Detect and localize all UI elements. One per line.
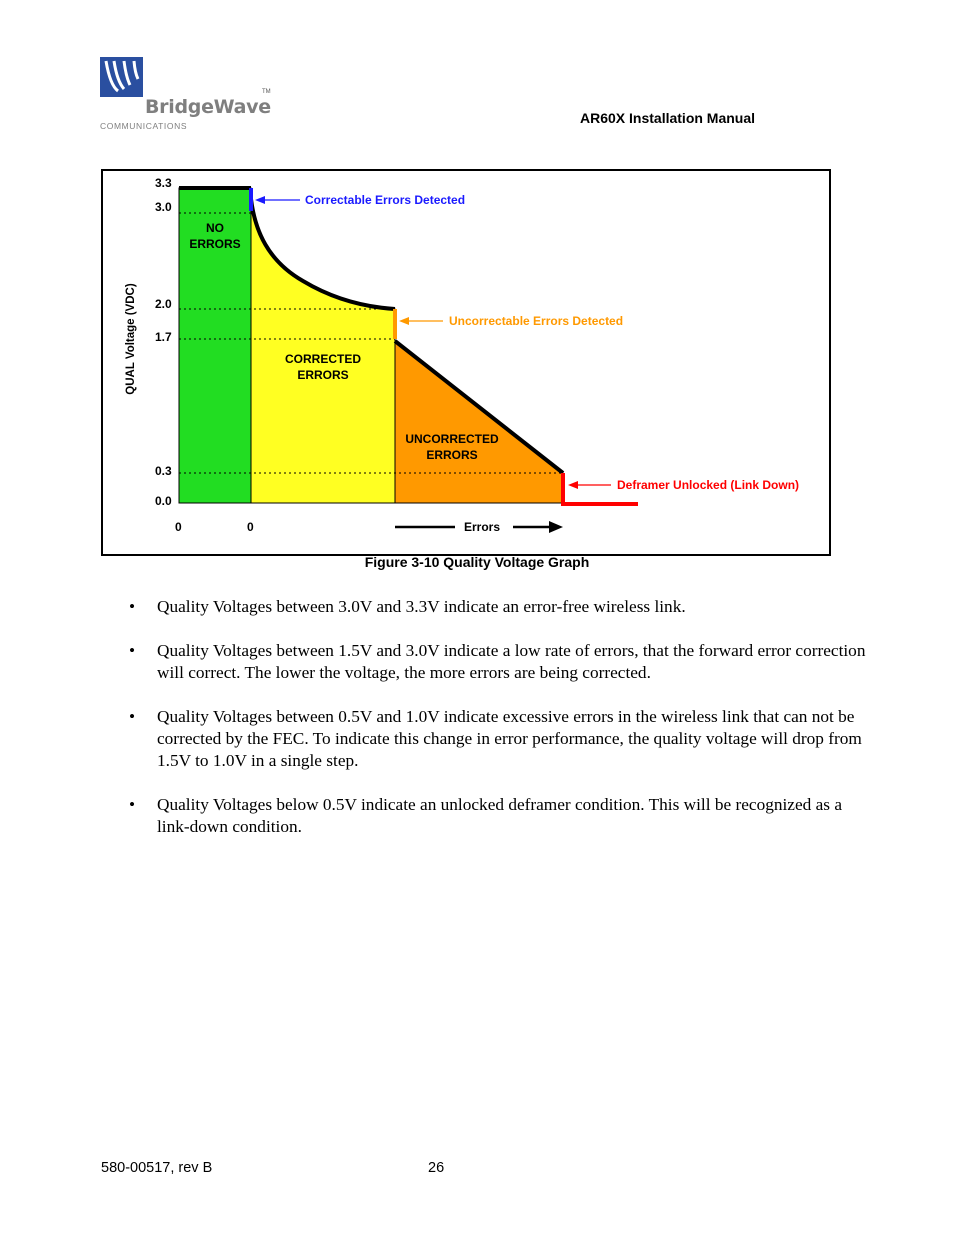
list-item-text: Quality Voltages between 1.5V and 3.0V indicate a low rate of errors, that the forward error correction will correct. The lower the voltage, the more errors are being corrected. (157, 641, 866, 682)
logo-wordmark: BridgeWave (145, 96, 271, 118)
correctable-arrow (255, 196, 300, 204)
logo-subtext: COMMUNICATIONS (100, 121, 188, 131)
region-label-uncorrected-1: UNCORRECTED (405, 432, 499, 446)
region-label-no-1: NO (206, 221, 224, 235)
x-tick-0-a: 0 (175, 520, 182, 534)
region-corrected-errors (251, 199, 395, 503)
region-label-no-2: ERRORS (189, 237, 241, 251)
region-no-errors (179, 188, 251, 503)
list-item (125, 596, 875, 618)
x-axis-label: Errors (464, 520, 501, 534)
uncorrectable-arrow (399, 317, 443, 325)
y-tick-1-7: 1.7 (155, 330, 172, 344)
annotation-deframer: Deframer Unlocked (Link Down) (617, 478, 800, 492)
y-tick-0-3: 0.3 (155, 464, 172, 478)
bullet-symbol: • (129, 597, 136, 616)
list-item-text: Quality Voltages below 0.5V indicate an unlocked deframer condition. This will be recognized as a link-down condition. (157, 795, 842, 836)
footer-page-number: 26 (428, 1160, 445, 1176)
quality-voltage-graph (103, 171, 829, 554)
y-tick-2-0: 2.0 (155, 297, 172, 311)
region-label-corrected-2: ERRORS (297, 368, 349, 382)
list-item (125, 640, 875, 684)
bullet-symbol: • (129, 795, 136, 814)
list-item (125, 706, 875, 772)
annotation-correctable: Correctable Errors Detected (305, 193, 466, 207)
y-tick-3-0: 3.0 (155, 200, 172, 214)
logo-trademark: TM (262, 89, 271, 95)
y-tick-0-0: 0.0 (155, 494, 172, 508)
figure-caption: Figure 3-10 Quality Voltage Graph (364, 554, 590, 570)
y-axis-label: QUAL Voltage (VDC) (125, 283, 137, 395)
bullet-symbol: • (129, 641, 136, 660)
region-label-corrected-1: CORRECTED (284, 352, 362, 366)
deframer-arrow (568, 481, 611, 489)
footer-doc-number: 580-00517, rev B (101, 1160, 213, 1176)
region-label-uncorrected-2: ERRORS (426, 448, 478, 462)
y-tick-3-3: 3.3 (155, 176, 172, 190)
errors-axis-arrowhead (549, 521, 563, 533)
figure-frame (101, 169, 831, 556)
list-item-text: Quality Voltages between 0.5V and 1.0V indicate excessive errors in the wireless link that can not be corrected by the FEC. To indicate this change in error performance, the quality voltage will drop from 1.5V to 1.0V in a single step. (157, 707, 862, 770)
x-tick-0-b: 0 (247, 520, 254, 534)
annotation-uncorrectable: Uncorrectable Errors Detected (449, 314, 624, 328)
bullet-symbol: • (129, 707, 136, 726)
bullet-list (125, 596, 875, 860)
region-uncorrected-errors (395, 341, 563, 503)
list-item-text: Quality Voltages between 3.0V and 3.3V indicate an error-free wireless link. (157, 597, 686, 616)
list-item (125, 794, 875, 838)
document-title: AR60X Installation Manual (580, 110, 756, 126)
